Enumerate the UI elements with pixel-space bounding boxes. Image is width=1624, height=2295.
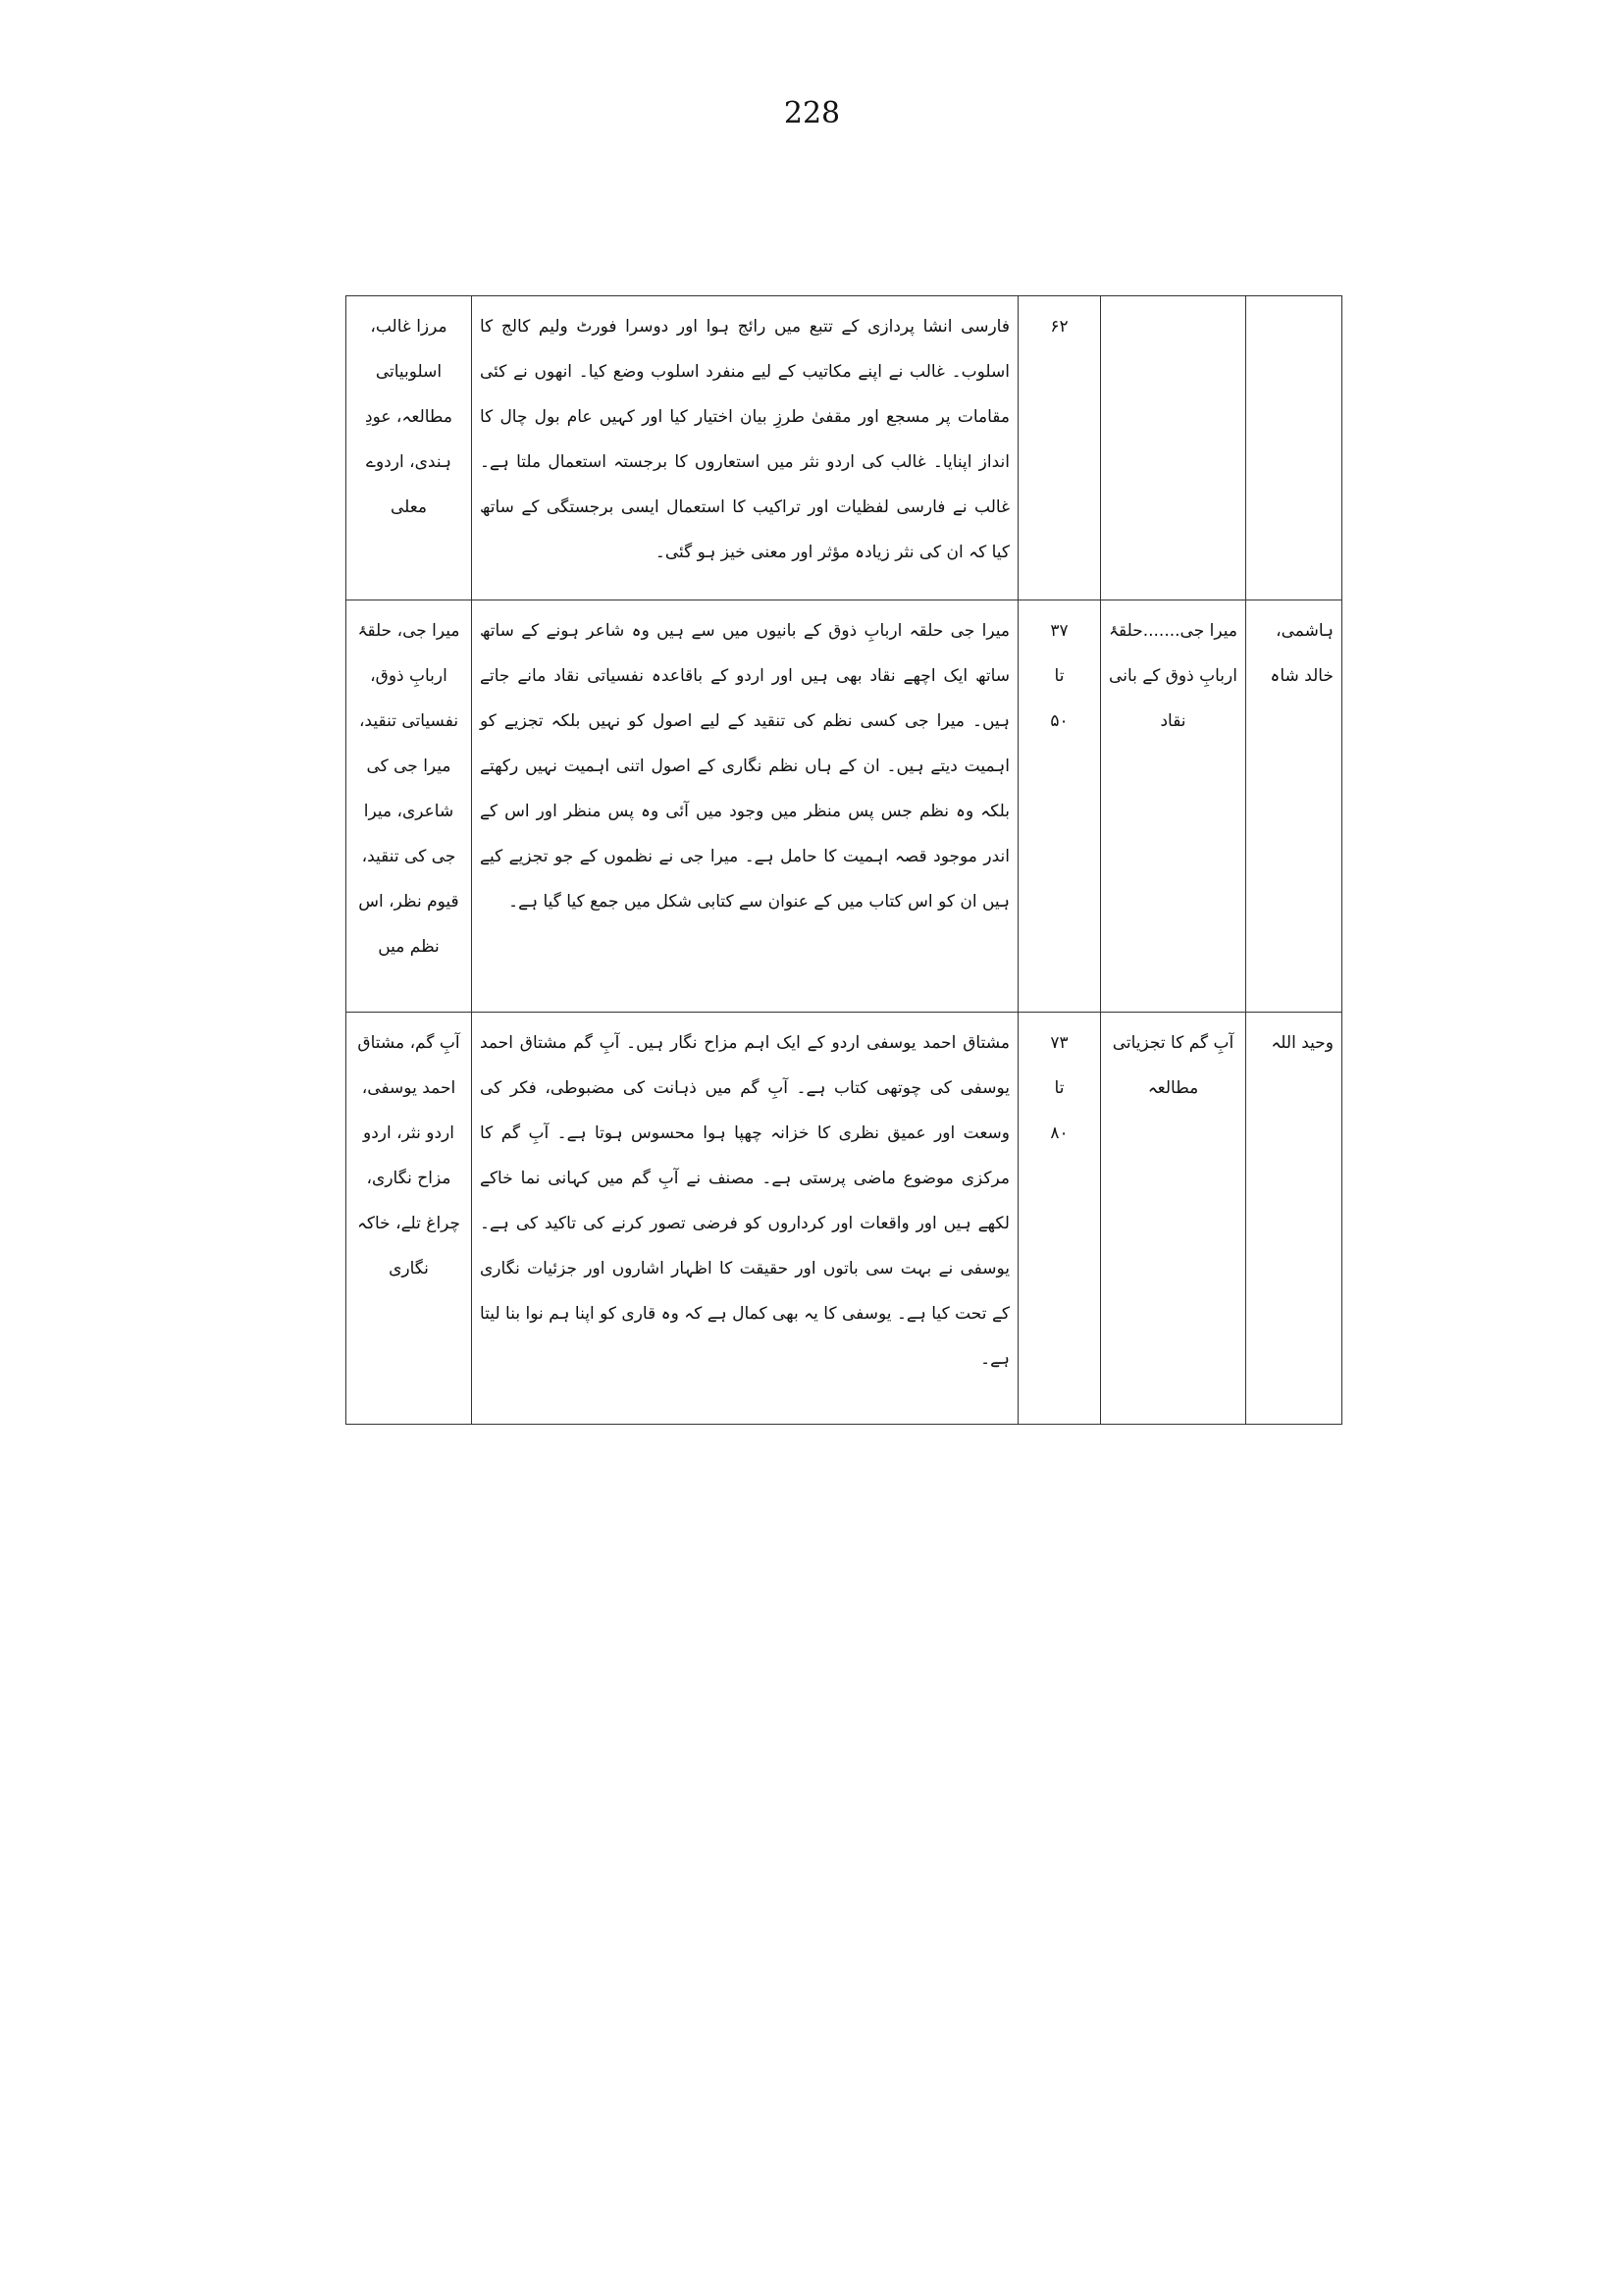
summary-cell: میرا جی حلقہ اربابِ ذوق کے بانیوں میں سے ہیں وہ شاعر ہونے کے ساتھ ساتھ ایک اچھے نقاد بھی ہیں اور اردو کے باقاعدہ نفسیاتی نقاد مانے جاتے ہیں۔ میرا جی کسی نظم کی تنقید کے لیے اصول کو نہیں بلکہ تجزیے کو اہمیت دیتے ہیں۔ ان کے ہاں نظم نگاری کے اصول اتنی اہمیت نہیں رکھتے بلکہ وہ نظم جس پس منظر میں وجود میں آئی وہ پس منظر اور اس کے اندر موجود قصہ اہمیت کا حامل ہے۔ میرا جی نے نظموں کے جو تجزیے کیے ہیں ان کو اس کتاب میں کے عنوان سے کتابی شکل میں جمع کیا گیا ہے۔ (472, 600, 1019, 1013)
author-cell: ہاشمی، خالد شاہ (1246, 600, 1342, 1013)
pages-cell (1019, 1013, 1101, 1425)
author-cell (1246, 296, 1342, 600)
page-range-separator: تا (1054, 1078, 1065, 1098)
page-range-start: ۶۲ (1050, 317, 1069, 337)
page-range-separator: تا (1054, 666, 1065, 686)
title-cell: میرا جی.......حلقۂ اربابِ ذوق کے بانی نقاد (1101, 600, 1246, 1013)
article-index-table (345, 295, 1342, 1425)
page-range-end: ۸۰ (1050, 1123, 1069, 1143)
table-row (346, 600, 1342, 1013)
summary-cell: فارسی انشا پردازی کے تتبع میں رائج ہوا اور دوسرا فورٹ ولیم کالج کا اسلوب۔ غالب نے اپنے مکاتیب کے لیے منفرد اسلوب وضع کیا۔ انھوں نے کئی مقامات پر مسجع اور مقفیٰ طرزِ بیان اختیار کیا اور کہیں عام بول چال کا انداز اپنایا۔ غالب کی اردو نثر میں استعاروں کا برجستہ استعمال ملتا ہے۔ غالب نے فارسی لفظیات اور تراکیب کا استعمال ایسی برجستگی کے ساتھ کیا کہ ان کی نثر زیادہ مؤثر اور معنی خیز ہو گئی۔ (472, 296, 1019, 600)
page-number: 228 (783, 96, 841, 130)
title-cell: آبِ گم کا تجزیاتی مطالعہ (1101, 1013, 1246, 1425)
page-range-end: ۵۰ (1050, 711, 1069, 731)
summary-cell: مشتاق احمد یوسفی اردو کے ایک اہم مزاح نگار ہیں۔ آبِ گم مشتاق احمد یوسفی کی چوتھی کتاب ہے۔ آبِ گم میں ذہانت کی مضبوطی، فکر کی وسعت اور عمیق نظری کا خزانہ چھپا ہوا محسوس ہوتا ہے۔ آبِ گم کا مرکزی موضوع ماضی پرستی ہے۔ مصنف نے آبِ گم میں کہانی نما خاکے لکھے ہیں اور واقعات اور کرداروں کو فرضی تصور کرنے کی تاکید کی ہے۔ یوسفی نے بہت سی باتوں اور حقیقت کا اظہار اشاروں اور جزئیات نگاری کے تحت کیا ہے۔ یوسفی کا یہ بھی کمال ہے کہ وہ قاری کو اپنا ہم نوا بنا لیتا ہے۔ (472, 1013, 1019, 1425)
pages-cell (1019, 600, 1101, 1013)
author-cell: وحید اللہ (1246, 1013, 1342, 1425)
keywords-cell: مرزا غالب، اسلوبیاتی مطالعہ، عودِ ہندی، اردوے معلی (346, 296, 472, 600)
pages-cell (1019, 296, 1101, 600)
table-row (346, 296, 1342, 600)
title-cell (1101, 296, 1246, 600)
page-range-start: ۳۷ (1050, 621, 1069, 641)
keywords-cell: آبِ گم، مشتاق احمد یوسفی، اردو نثر، اردو مزاح نگاری، چراغ تلے، خاکہ نگاری (346, 1013, 472, 1425)
page-range-start: ۷۳ (1050, 1033, 1069, 1053)
table-row (346, 1013, 1342, 1425)
keywords-cell: میرا جی، حلقۂ اربابِ ذوق، نفسیاتی تنقید، میرا جی کی شاعری، میرا جی کی تنقید، قیوم نظر، اس نظم میں (346, 600, 472, 1013)
